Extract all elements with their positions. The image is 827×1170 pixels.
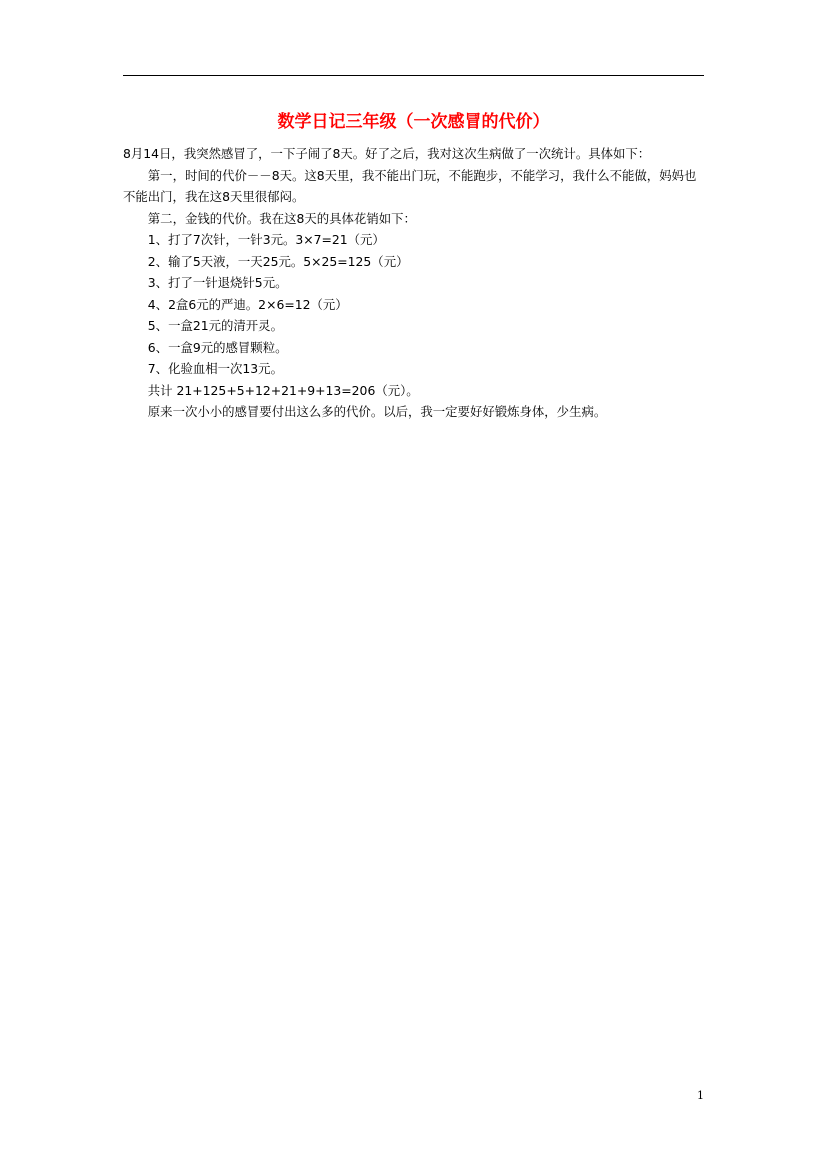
paragraph-intro: 8月14日，我突然感冒了，一下子闹了8天。好了之后，我对这次生病做了一次统计。具体如下： <box>123 146 651 161</box>
expense-total: 共计 21+125+5+12+21+9+13=206（元）。 <box>147 382 419 398</box>
paragraph-time-cost: 第一，时间的代价－－8天。这8天里，我不能出门玩，不能跑步，不能学习，我什么不能做，妈妈也不能出门，我在这8天里很郁闷。 <box>123 167 697 204</box>
expense-item-4: 4、2盒6元的严迪。2×6=12（元） <box>147 296 348 312</box>
expense-item-2: 2、输了5天液，一天25元。5×25=125（元） <box>147 253 409 269</box>
expense-item-7: 7、化验血相一次13元。 <box>147 361 283 376</box>
page-number: 1 <box>697 1089 704 1102</box>
document-title: 数学日记三年级（一次感冒的代价） <box>277 112 550 132</box>
expense-item-6: 6、一盒9元的感冒颗粒。 <box>147 339 288 355</box>
expense-item-1: 1、打了7次针，一针3元。3×7=21（元） <box>147 232 385 247</box>
expense-item-3: 3、打了一针退烧针5元。 <box>147 275 288 290</box>
header-rule <box>123 75 704 76</box>
paragraph-conclusion: 原来一次小小的感冒要付出这么多的代价。以后，我一定要好好锻炼身体，少生病。 <box>147 404 607 419</box>
expense-item-5: 5、一盒21元的清开灵。 <box>147 318 283 333</box>
paragraph-money-cost: 第二，金钱的代价。我在这8天的具体花销如下： <box>147 210 416 226</box>
document-body <box>123 143 707 423</box>
